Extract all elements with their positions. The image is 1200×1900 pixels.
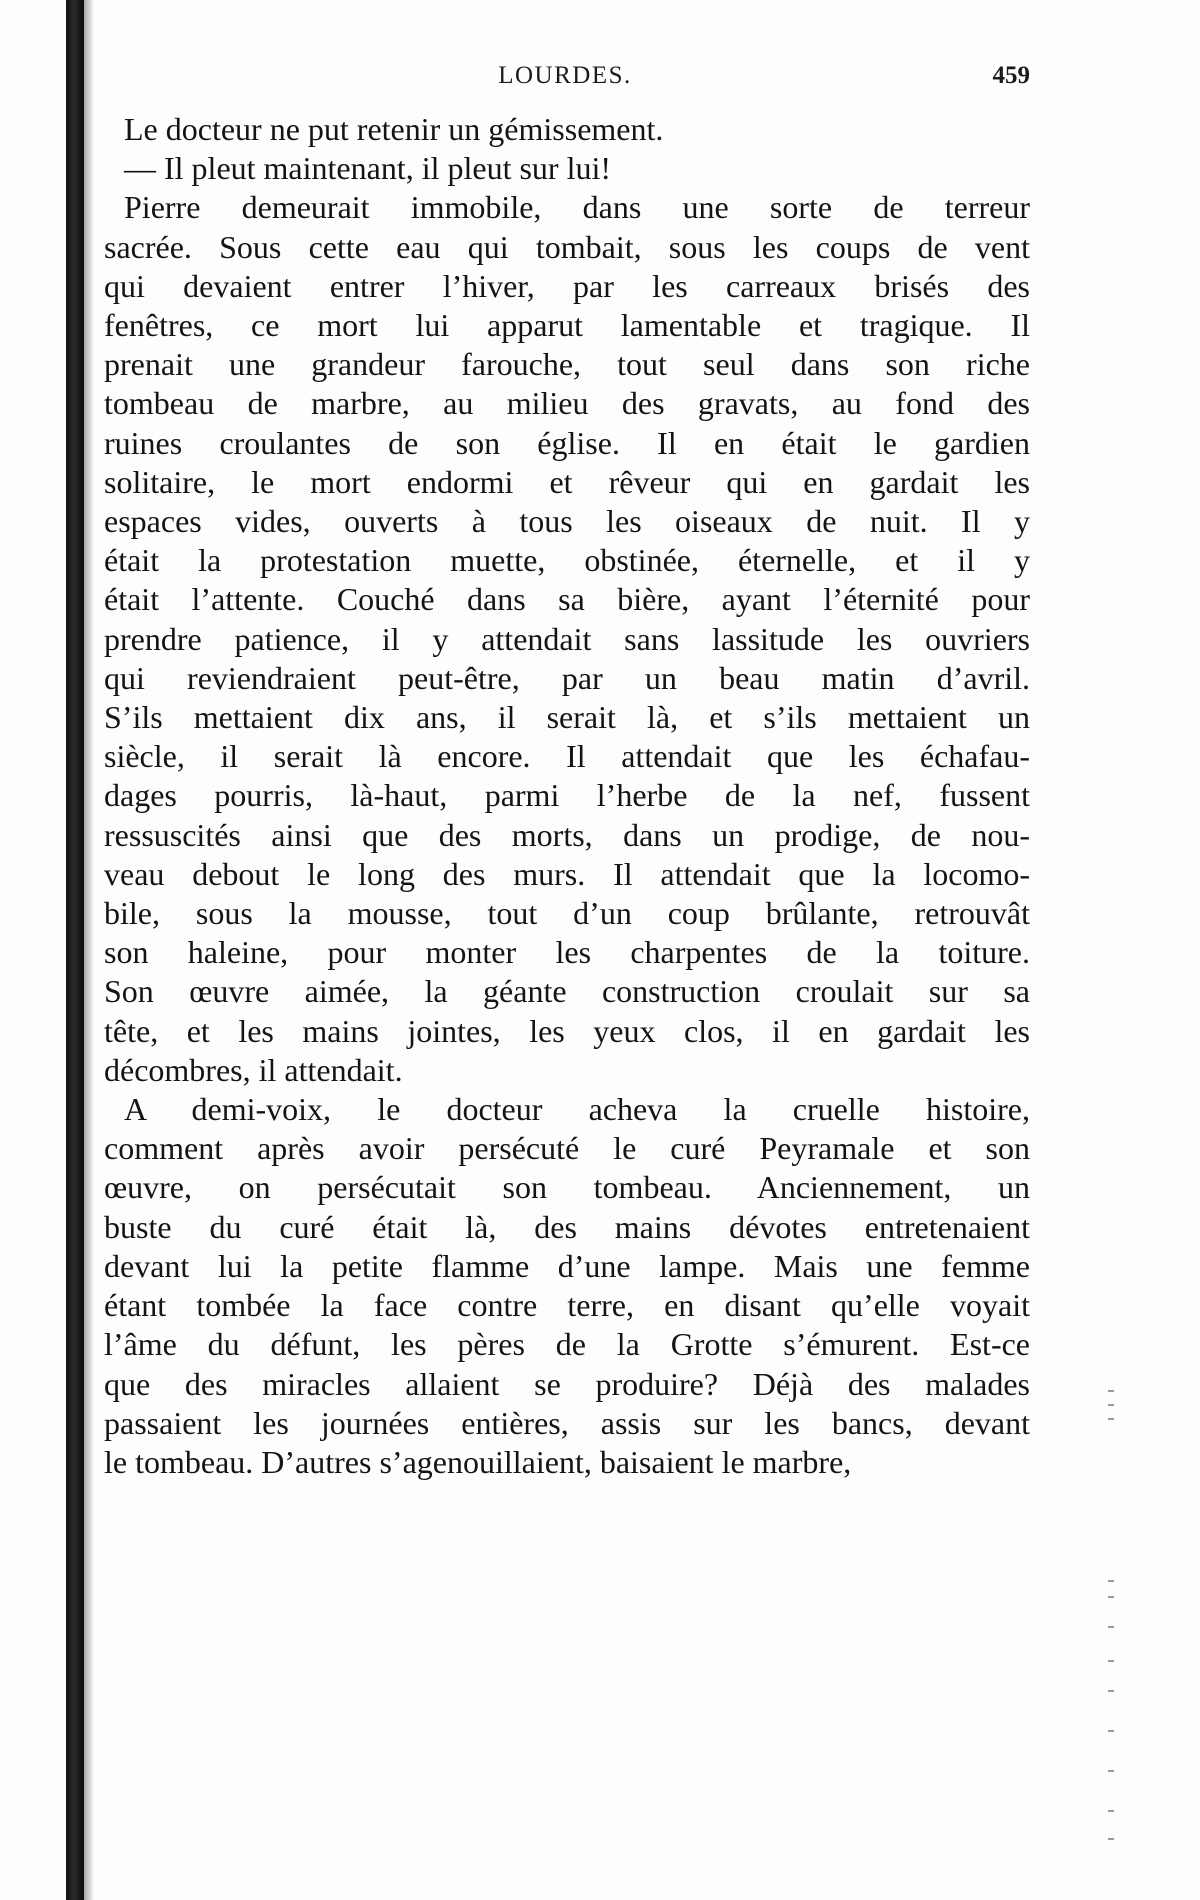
text-line: Pierre demeurait immobile, dans une sorte de terreur	[124, 189, 1030, 226]
text-line: dages pourris, là-haut, parmi l’herbe de la nef, fussent	[104, 777, 1030, 814]
text-line: buste du curé était là, des mains dévotes entretenaient	[104, 1208, 1030, 1245]
running-header	[100, 62, 1030, 98]
margin-marks	[1108, 1390, 1118, 1850]
text-line: siècle, il serait là encore. Il attendait que les échafau-	[104, 738, 1030, 775]
text-line: veau debout le long des murs. Il attendait que la locomo-	[104, 855, 1030, 892]
text-line: bile, sous la mousse, tout d’un coup brûlante, retrouvât	[104, 895, 1030, 932]
text-line: décombres, il attendait.	[104, 1051, 403, 1088]
text-line: étant tombée la face contre terre, en disant qu’elle voyait	[104, 1287, 1030, 1324]
text-line: était la protestation muette, obstinée, éternelle, et il y	[104, 542, 1030, 579]
text-line: fenêtres, ce mort lui apparut lamentable et tragique. Il	[104, 307, 1030, 344]
text-line: A demi-voix, le docteur acheva la cruelle histoire,	[124, 1091, 1030, 1128]
paragraph	[104, 110, 1030, 149]
text-line: que des miracles allaient se produire? Déjà des malades	[104, 1365, 1030, 1402]
page-binding-edge	[66, 0, 84, 1900]
text-line: qui devaient entrer l’hiver, par les carreaux brisés des	[104, 267, 1030, 304]
text-line: Son œuvre aimée, la géante construction croulait sur sa	[104, 973, 1030, 1010]
text-line: tombeau de marbre, au milieu des gravats, au fond des	[104, 385, 1030, 422]
text-line: sacrée. Sous cette eau qui tombait, sous les coups de vent	[104, 228, 1030, 265]
body-text	[104, 110, 1030, 1482]
page-number: 459	[992, 62, 1030, 89]
paragraph	[104, 1090, 1030, 1482]
text-line: ruines croulantes de son église. Il en était le gardien	[104, 424, 1030, 461]
text-line: comment après avoir persécuté le curé Peyramale et son	[104, 1130, 1030, 1167]
binding-shadow	[84, 0, 94, 1900]
text-line: — Il pleut maintenant, il pleut sur lui!	[124, 150, 612, 187]
text-line: espaces vides, ouverts à tous les oiseaux de nuit. Il y	[104, 503, 1030, 540]
text-line: œuvre, on persécutait son tombeau. Anciennement, un	[104, 1169, 1030, 1206]
text-line: S’ils mettaient dix ans, il serait là, et s’ils mettaient un	[104, 699, 1030, 736]
text-line: passaient les journées entières, assis sur les bancs, devant	[104, 1404, 1030, 1441]
text-line: le tombeau. D’autres s’agenouillaient, baisaient le marbre,	[104, 1443, 852, 1480]
text-line: ressuscités ainsi que des morts, dans un prodige, de nou-	[104, 816, 1030, 853]
paragraph	[104, 149, 1030, 188]
text-line: solitaire, le mort endormi et rêveur qui en gardait les	[104, 463, 1030, 500]
text-line: son haleine, pour monter les charpentes de la toiture.	[104, 934, 1030, 971]
text-line: tête, et les mains jointes, les yeux clos, il en gardait les	[104, 1012, 1030, 1049]
text-line: prenait une grandeur farouche, tout seul dans son riche	[104, 346, 1030, 383]
text-line: prendre patience, il y attendait sans lassitude les ouvriers	[104, 620, 1030, 657]
text-line: l’âme du défunt, les pères de la Grotte s’émurent. Est-ce	[104, 1326, 1030, 1363]
running-title: LOURDES.	[498, 62, 632, 89]
text-line: était l’attente. Couché dans sa bière, ayant l’éternité pour	[104, 581, 1030, 618]
text-line: devant lui la petite flamme d’une lampe. Mais une femme	[104, 1247, 1030, 1284]
text-line: Le docteur ne put retenir un gémissement.	[124, 111, 664, 147]
text-line: qui reviendraient peut-être, par un beau matin d’avril.	[104, 659, 1030, 696]
paragraph	[104, 188, 1030, 1090]
